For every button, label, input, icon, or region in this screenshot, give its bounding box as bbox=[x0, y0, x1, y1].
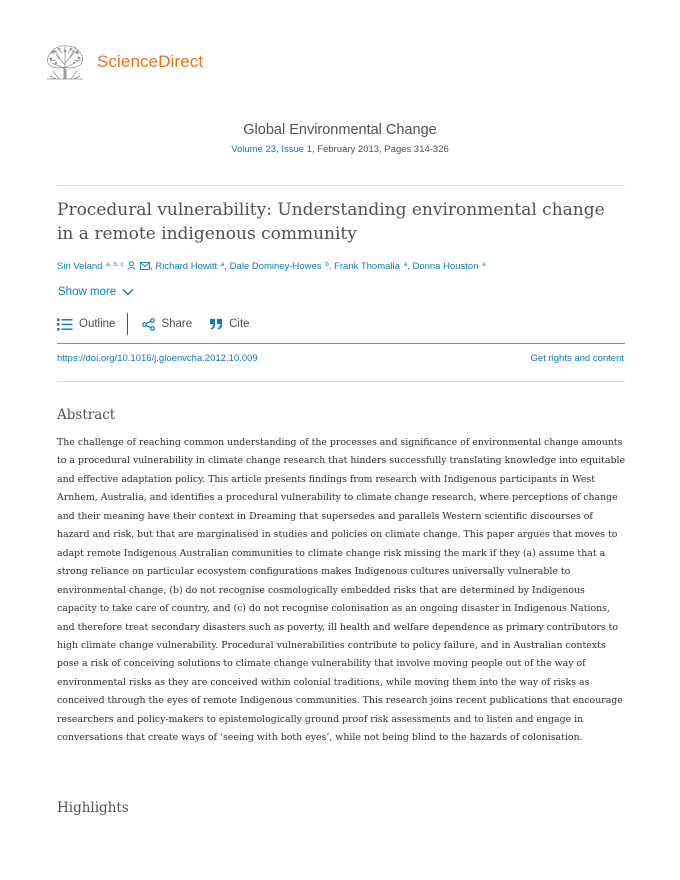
author-link[interactable]: Richard Howitt $^a$ bbox=[155, 261, 225, 272]
chevron-down-icon bbox=[122, 288, 134, 296]
person-icon[interactable] bbox=[127, 261, 136, 270]
highlights-heading: Highlights bbox=[57, 800, 129, 816]
toolbar-divider bbox=[127, 313, 128, 335]
volume-issue-link[interactable]: Volume 23, Issue 1 bbox=[231, 144, 312, 155]
author-link[interactable]: Siri Veland $^{a, b, c}$ bbox=[57, 261, 124, 272]
divider bbox=[57, 381, 625, 382]
share-icon bbox=[142, 318, 155, 331]
cite-label: Cite bbox=[229, 318, 250, 330]
rights-link[interactable]: Get rights and content bbox=[530, 353, 624, 364]
article-toolbar bbox=[57, 312, 250, 336]
list-icon bbox=[57, 318, 73, 331]
article-title: Procedural vulnerability: Understanding environmental change in a remote indigenous community bbox=[57, 200, 605, 244]
outline-label: Outline bbox=[79, 318, 116, 330]
cite-button[interactable] bbox=[210, 318, 249, 330]
sciencedirect-logo[interactable] bbox=[44, 43, 203, 81]
author-list: Siri Veland $^{a, b, c}$ , Richard Howitt $^a$, Dale Dominey-Howes $^b$, Frank Thomalla $^a$, Donna Houston $^a$ bbox=[57, 261, 486, 272]
journal-issue-info bbox=[0, 144, 680, 155]
quote-icon bbox=[210, 319, 223, 330]
share-button[interactable] bbox=[142, 318, 192, 331]
outline-button[interactable] bbox=[57, 318, 115, 331]
author-link[interactable]: Dale Dominey-Howes $^b$ bbox=[229, 261, 329, 272]
elsevier-tree-icon bbox=[44, 43, 86, 81]
author-link[interactable]: Donna Houston $^a$ bbox=[412, 261, 486, 272]
abstract-heading: Abstract bbox=[57, 407, 116, 423]
date-pages: , February 2013, Pages 314-326 bbox=[312, 144, 449, 155]
sciencedirect-wordmark: ScienceDirect bbox=[97, 52, 204, 71]
divider bbox=[57, 185, 625, 186]
email-icon[interactable] bbox=[140, 262, 150, 270]
divider bbox=[57, 343, 625, 344]
author-link[interactable]: Frank Thomalla $^a$ bbox=[334, 261, 408, 272]
share-label: Share bbox=[161, 318, 193, 330]
doi-link[interactable]: https://doi.org/10.1016/j.gloenvcha.2012.10.009 bbox=[57, 353, 258, 364]
show-more-label: Show more bbox=[58, 286, 117, 298]
show-more-button[interactable] bbox=[58, 286, 134, 298]
journal-header bbox=[0, 122, 680, 155]
journal-title[interactable]: Global Environmental Change bbox=[243, 122, 437, 138]
abstract-text: The challenge of reaching common understanding of the processes and significance of environmental change amounts to a procedural vulnerability in climate change research that hinders successfully translating knowledge into equitable and effective adaptation policy. This article presents findings from research with Indigenous participants in West Arnhem, Australia, and identifies a procedural vulnerability to climate change research, where perceptions of change and their meaning have their context in Dreaming that supersedes and parallels Western scientific discourses of hazard and risk, but that are marginalised in studies and policies on climate change. This paper argues that moves to adapt remote Indigenous Australian communities to climate change risk missing the mark if they (a) assume that a strong reliance on particular ecosystem configurations makes Indigenous cultures universally vulnerable to environmental change, (b) do not recognise cosmologically embedded risks that are determined by Indigenous capacity to take care of country, and (c) do not recognise colonisation as an ongoing disaster in Indigenous Nations, and therefore treat secondary disasters such as poverty, ill health and welfare dependence as primary contributors to high climate change vulnerability. Procedural vulnerabilities contribute to policy failure, and in Australian contexts pose a risk of conceiving solutions to climate change vulnerability that involve moving people out of the way of environmental risks as they are conceived within colonial traditions, while moving them into the way of risks as conceived through the eyes of remote Indigenous communities. This research joins recent publications that encourage researchers and policy-makers to epistemologically ground proof risk assessments and to listen and engage in conversations that create ways of ‘seeing with both eyes’, while not being blind to the hazards of colonisation. bbox=[57, 437, 625, 744]
